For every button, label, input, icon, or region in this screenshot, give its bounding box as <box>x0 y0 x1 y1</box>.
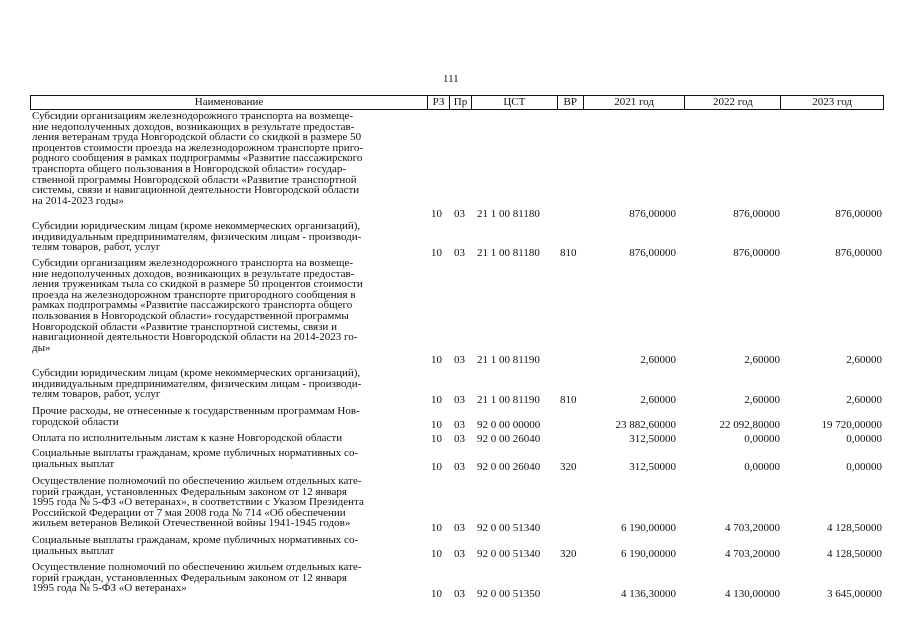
row-rz: 10 <box>431 588 442 600</box>
row-name: Субсидии юридическим лицам (кроме некоммерческих организаций), индивидуальным предпринимателям, физическим лицам - производи- телям товаров, работ, услуг <box>32 220 362 254</box>
row-cst: 21 1 00 81190 <box>477 354 540 366</box>
row-2023: 3 645,00000 <box>827 588 882 600</box>
row-cst: 21 1 00 81180 <box>477 247 540 259</box>
row-cst: 92 0 00 26040 <box>477 461 541 473</box>
row-pr: 03 <box>454 522 465 534</box>
row-2021: 876,00000 <box>629 208 676 220</box>
row-pr: 03 <box>454 433 465 445</box>
row-name: Осуществление полномочий по обеспечению жильем отдельных кате- горий граждан, установленных Федеральным законом от 12 января 1995 года № 5-ФЗ «О ветеранах» <box>32 561 362 595</box>
row-2021: 2,60000 <box>640 394 676 406</box>
header-2023: 2023 год <box>812 96 853 108</box>
row-name: Субсидии организациям железнодорожного транспорта на возмеще- ние недополученных доходов, возникающих в результате предостав- ления труженикам тыла со скидкой в размере 50 процентов стоимости проезда на железнодорожном транспорте пригородного сообщения в рамках подпрограммы «Развитие пассажирского транспорта общего пользования в Новгородской области» государственной программы Новгородской области «Развитие транспортной системы, связи и навигационной деятельности Новгородской области на 2014-2023 го- ды» <box>32 257 363 354</box>
row-cst: 92 0 00 51340 <box>477 522 541 534</box>
header-pr: Пр <box>450 96 472 109</box>
row-2022: 4 703,20000 <box>725 522 780 534</box>
row-name: Оплата по исполнительным листам к казне Новгородской области <box>32 432 343 444</box>
row-rz: 10 <box>431 394 442 406</box>
row-2023: 0,00000 <box>846 461 882 473</box>
row-vr: 320 <box>560 548 577 560</box>
row-2021: 6 190,00000 <box>621 522 676 534</box>
row-pr: 03 <box>454 548 465 560</box>
header-cst: ЦСТ <box>472 96 558 109</box>
row-2022: 876,00000 <box>733 247 780 259</box>
row-2022: 2,60000 <box>744 354 780 366</box>
row-2021: 312,50000 <box>629 433 676 445</box>
row-vr: 810 <box>560 247 577 259</box>
row-name: Социальные выплаты гражданам, кроме публичных нормативных со- циальных выплат <box>32 447 359 470</box>
row-2021: 4 136,30000 <box>621 588 676 600</box>
row-2022: 2,60000 <box>744 394 780 406</box>
row-pr: 03 <box>454 208 465 220</box>
row-2023: 2,60000 <box>846 394 882 406</box>
row-vr: 810 <box>560 394 577 406</box>
header-rz: РЗ <box>428 96 450 109</box>
row-pr: 03 <box>454 247 465 259</box>
row-vr: 320 <box>560 461 577 473</box>
row-2021: 2,60000 <box>640 354 676 366</box>
row-pr: 03 <box>454 354 465 366</box>
row-2022: 0,00000 <box>744 461 780 473</box>
row-rz: 10 <box>431 208 442 220</box>
header-2022: 2022 год <box>685 96 781 109</box>
row-rz: 10 <box>431 247 442 259</box>
row-2021: 23 882,60000 <box>615 419 676 431</box>
header-vr: ВР <box>558 96 584 109</box>
row-2023: 19 720,00000 <box>821 419 882 431</box>
row-2023: 876,00000 <box>835 208 882 220</box>
row-2022: 0,00000 <box>744 433 780 445</box>
row-pr: 03 <box>454 419 465 431</box>
row-pr: 03 <box>454 588 465 600</box>
row-cst: 92 0 00 51340 <box>477 548 541 560</box>
row-rz: 10 <box>431 461 442 473</box>
row-cst: 92 0 00 51350 <box>477 588 541 600</box>
row-2023: 876,00000 <box>835 247 882 259</box>
row-2021: 312,50000 <box>629 461 676 473</box>
row-rz: 10 <box>431 433 442 445</box>
row-rz: 10 <box>431 522 442 534</box>
row-2023: 2,60000 <box>846 354 882 366</box>
row-2023: 4 128,50000 <box>827 522 882 534</box>
row-name: Субсидии организациям железнодорожного транспорта на возмеще- ние недополученных доходов, возникающих в результате предостав- ления ветеранам труда Новгородской области со скидкой в размере 50 процентов стоимости проезда на железнодорожном транспорте приго- родного сообщения в рамках подпрограммы «Развитие пассажирского транспорта общего пользования в Новгородской области» государ- ственной программы Новгородской области «Развитие транспортной системы, связи и навигационной деятельности Новгородской области на 2014-2023 годы» <box>32 110 364 207</box>
row-2022: 876,00000 <box>733 208 780 220</box>
row-cst: 21 1 00 81190 <box>477 394 540 406</box>
row-name: Осуществление полномочий по обеспечению жильем отдельных кате- горий граждан, установленных Федеральным законом от 12 января 1995 года № 5-ФЗ «О ветеранах», в соответствии с Указом Президента Российской Федерации от 7 мая 2008 года № 714 «Об обеспечении жильем ветеранов Великой Отечественной войны 1941-1945 годов» <box>32 475 364 530</box>
row-name: Субсидии юридическим лицам (кроме некоммерческих организаций), индивидуальным предпринимателям, физическим лицам - производи- телям товаров, работ, услуг <box>32 367 362 401</box>
row-2023: 4 128,50000 <box>827 548 882 560</box>
row-rz: 10 <box>431 354 442 366</box>
row-pr: 03 <box>454 461 465 473</box>
row-2022: 22 092,80000 <box>719 419 780 431</box>
row-2022: 4 703,20000 <box>725 548 780 560</box>
header-2021: 2021 год <box>584 96 686 109</box>
row-pr: 03 <box>454 394 465 406</box>
row-2021: 876,00000 <box>629 247 676 259</box>
row-cst: 21 1 00 81180 <box>477 208 540 220</box>
table-header <box>30 95 884 110</box>
header-name: Наименование <box>31 96 428 109</box>
row-2022: 4 130,00000 <box>725 588 780 600</box>
row-2023: 0,00000 <box>846 433 882 445</box>
row-name: Прочие расходы, не отнесенные к государственным программам Нов- городской области <box>32 405 360 428</box>
page-number: 111 <box>443 73 459 85</box>
row-cst: 92 0 00 00000 <box>477 419 541 431</box>
row-rz: 10 <box>431 548 442 560</box>
row-2021: 6 190,00000 <box>621 548 676 560</box>
row-cst: 92 0 00 26040 <box>477 433 541 445</box>
row-rz: 10 <box>431 419 442 431</box>
row-name: Социальные выплаты гражданам, кроме публичных нормативных со- циальных выплат <box>32 534 359 557</box>
